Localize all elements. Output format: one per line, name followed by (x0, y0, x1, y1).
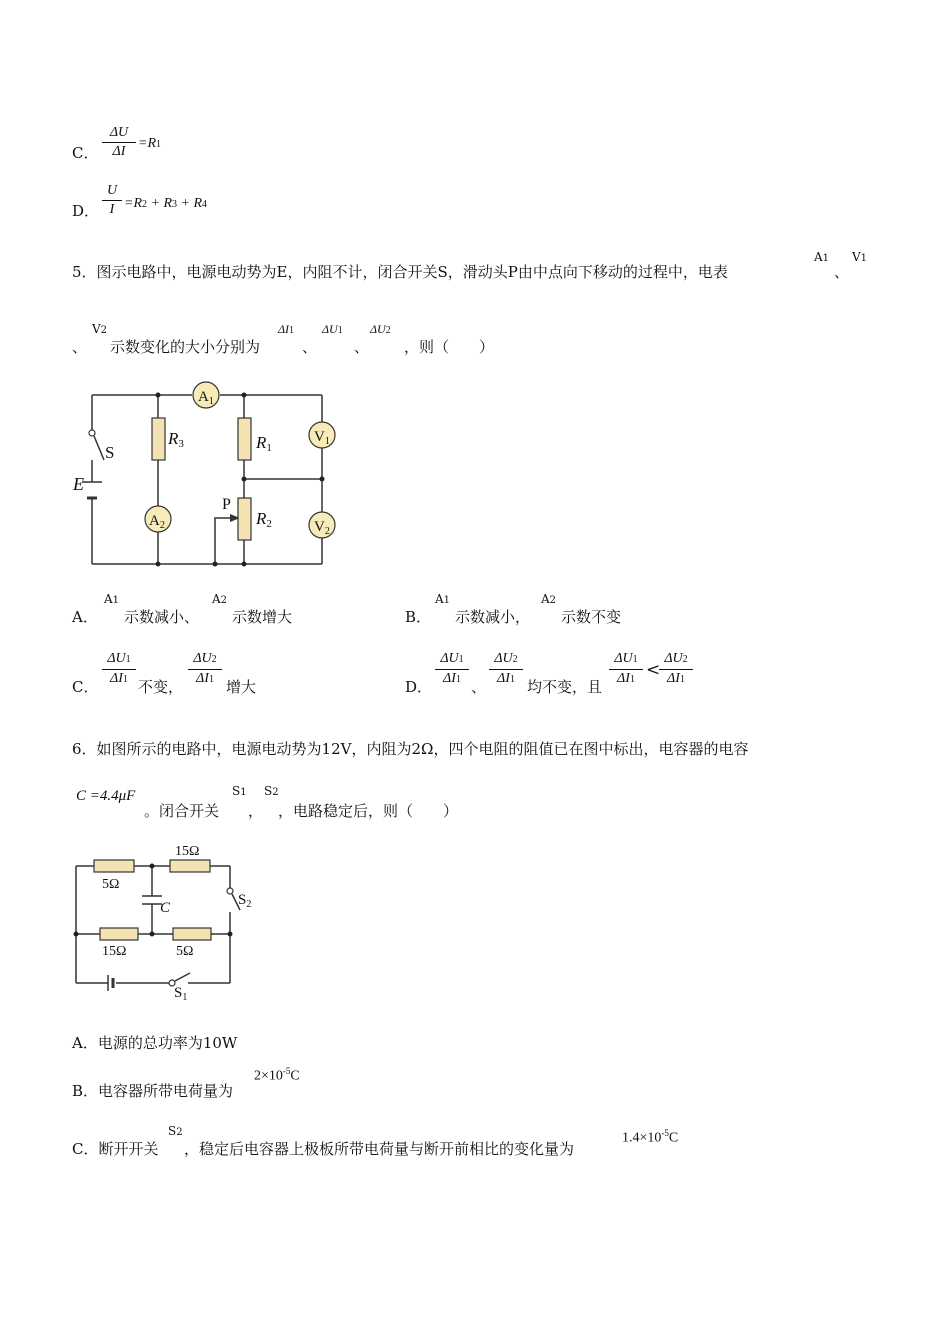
q5-option-b: B． A1 示数减小， A2 示数不变 (405, 592, 622, 626)
label-a2: $A_2$ (149, 513, 165, 531)
resistor-bottom-right (173, 928, 211, 940)
label-s: S (105, 443, 115, 462)
q6-circuit-diagram (70, 838, 270, 1004)
fraction: $\frac{U}{I}$ (102, 182, 122, 219)
meter-v1-inline: V1 (852, 250, 868, 264)
resistor-r1 (238, 418, 251, 460)
label-v2: $V_2$ (314, 519, 330, 537)
label-p: P (222, 496, 231, 513)
resistor-r2 (238, 498, 251, 540)
resistor-top-left (94, 860, 134, 872)
q4-option-c (72, 124, 272, 174)
q5-option-a: A． A1 示数减小、 A2 示数增大 (72, 592, 293, 626)
rhs: =R1 (138, 136, 161, 151)
option-label: D． (72, 202, 100, 220)
delta-u2: ΔU2 (370, 322, 391, 336)
delta-u1: ΔU1 (322, 322, 343, 336)
option-label: C． (72, 144, 99, 162)
label-s2: $S_2$ (238, 892, 252, 910)
q4-option-d (72, 182, 292, 232)
label-c: C (160, 900, 171, 916)
charge-value: $2\times 10^{-5}C$ (254, 1066, 300, 1084)
label-r3: R3 (168, 429, 184, 450)
label-a1: $A_1$ (198, 389, 214, 407)
battery-e (82, 482, 102, 498)
q5-option-c: C． $\frac{\Delta U1}{\Delta I1}$ 不变， $\frac{\Delta U2}{\Delta I1}$ 增大 (72, 651, 257, 696)
q5-option-d: D． $\frac{\Delta U1}{\Delta I1}$ 、 $\frac{\Delta U2}{\Delta I1}$ 均不变，且 $\frac{\Delta U1}{\Delta I1}$ < $\frac{\Delta U2}{\Delta I1}$ (405, 650, 725, 694)
q5-stem-line1: 5．图示电路中，电源电动势为E，内阻不计，闭合开关S，滑动头P由中点向下移动的过程中，电表 (72, 263, 728, 281)
resistor-top-right (170, 860, 210, 872)
q5-stem-line2: 、 V2 示数变化的大小分别为 ΔI1 、 ΔU1 、 ΔU2 ，则（ ） (72, 322, 495, 356)
q6-option-a: A．电源的总功率为10W (72, 1034, 238, 1052)
label-s1: $S_1$ (174, 985, 188, 1003)
q6-option-c: C．断开开关 S2 ，稳定后电容器上极板所带电荷量与断开前相比的变化量为 $1.4\times 10^{-5}C$ (72, 1124, 679, 1158)
label-r2: R2 (256, 509, 272, 530)
junction-dots (74, 864, 233, 937)
separator: 、 (834, 263, 850, 281)
capacitance-value: C =4.4μF (76, 788, 136, 804)
label-15ohm-bottom: 15Ω (102, 944, 127, 959)
label-5ohm-bottom: 5Ω (176, 944, 194, 959)
label-r1: R1 (256, 433, 272, 454)
label-e: E (73, 474, 84, 494)
q6-option-b: B．电容器所带电荷量为 $2\times 10^{-5}C$ (72, 1066, 300, 1100)
q6-stem-line2: C =4.4μF 。闭合开关 S1 ， S2 ，电路稳定后，则（ ） (76, 784, 459, 820)
delta-i1: ΔI1 (278, 322, 295, 336)
meter-a1-inline: A1 (814, 250, 830, 264)
charge-change-value: $1.4\times 10^{-5}C$ (622, 1128, 679, 1146)
resistor-bottom-left (100, 928, 138, 940)
label-v1: $V_1$ (314, 429, 330, 447)
battery (108, 975, 113, 991)
resistor-r3 (152, 418, 165, 460)
fraction: $\frac{\Delta U}{\Delta I}$ (102, 124, 136, 161)
q5-circuit-diagram (70, 378, 340, 570)
meter-v2-inline: V2 (92, 322, 108, 336)
switch-s (89, 430, 104, 466)
q6-stem-line1: 6．如图所示的电路中，电源电动势为12V，内阻为2Ω，四个电阻的阻值已在图中标出，电容器的电容 (72, 740, 749, 758)
label-5ohm-top: 5Ω (102, 877, 120, 892)
label-15ohm-top: 15Ω (175, 844, 200, 859)
rhs: =R2 + R3 + R4 (124, 196, 207, 211)
